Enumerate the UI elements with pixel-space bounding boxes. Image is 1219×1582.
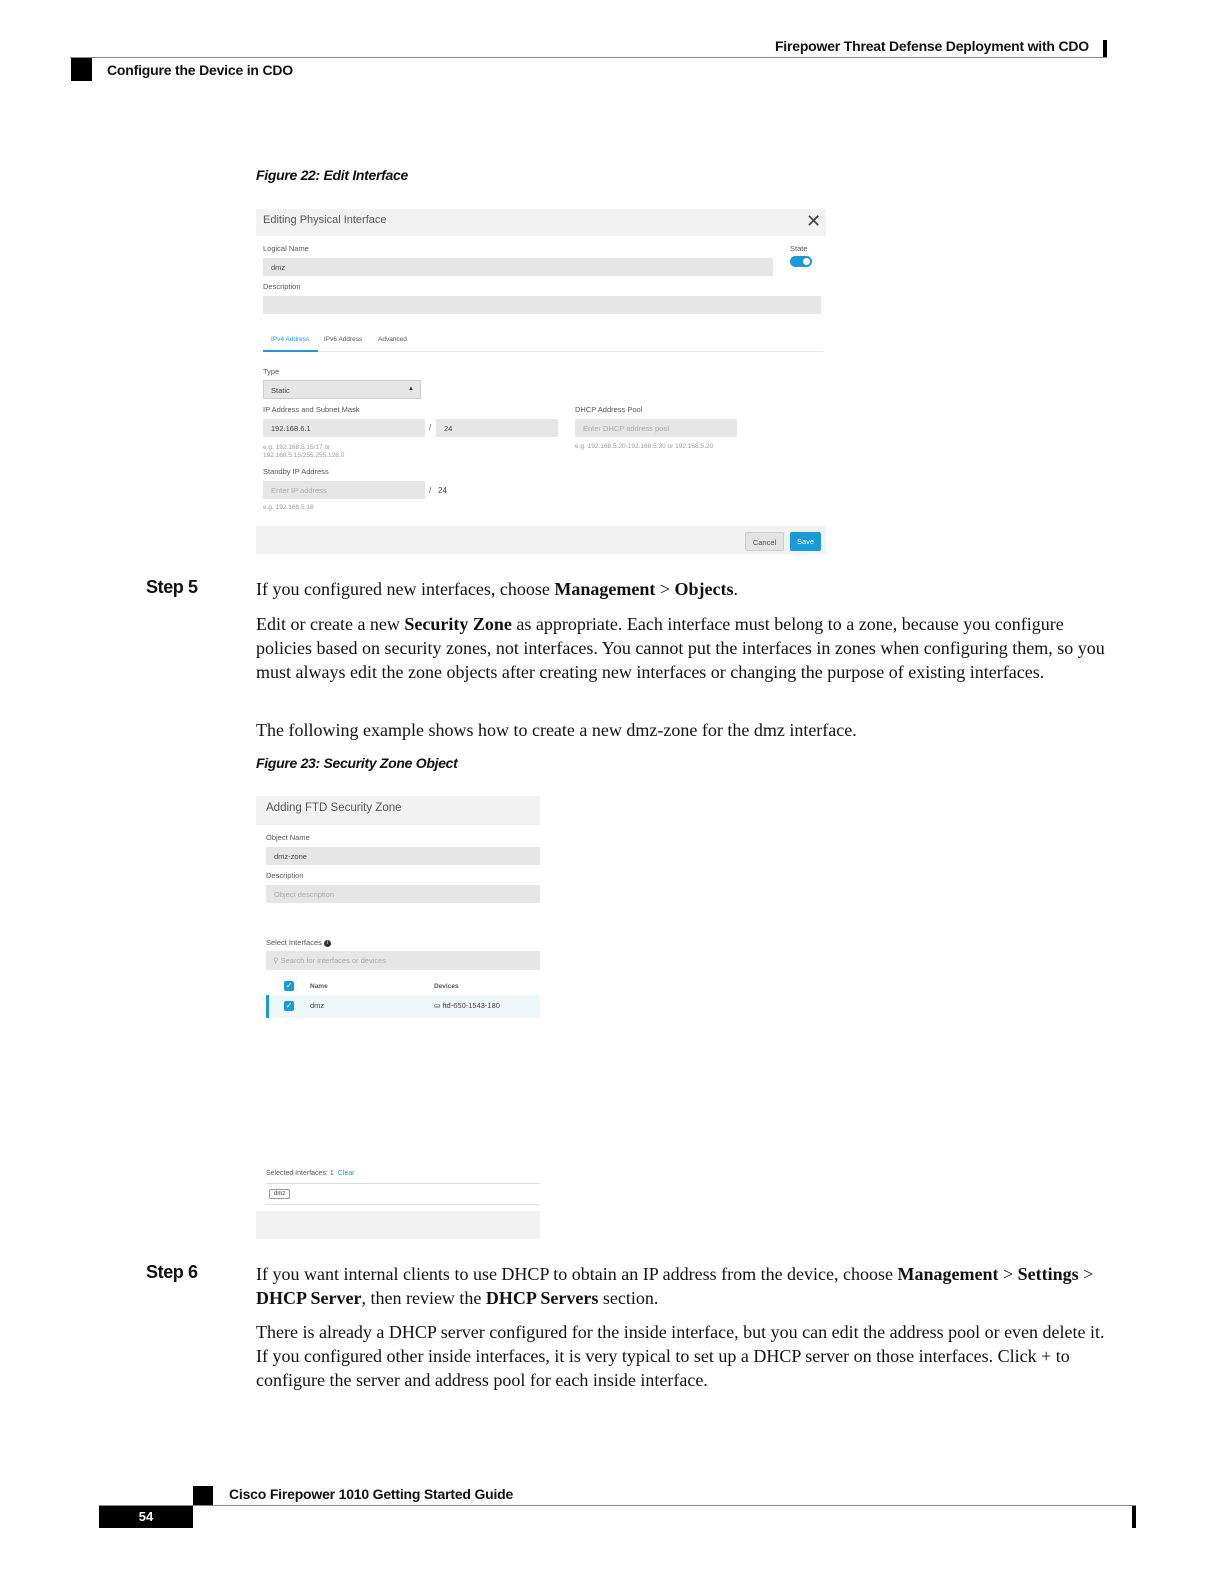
dialog-footer xyxy=(256,526,826,554)
subnet-mask-input[interactable]: 24 xyxy=(436,419,558,437)
page-number: 54 xyxy=(99,1506,193,1528)
interface-chip[interactable]: dmz xyxy=(269,1189,290,1199)
standby-mask-value: 24 xyxy=(438,486,447,495)
selected-count: Selected Interfaces: 1 xyxy=(266,1170,334,1177)
menu-path-settings: Settings xyxy=(1017,1264,1079,1284)
cancel-button[interactable]: Cancel xyxy=(745,532,784,551)
dhcp-pool-label: DHCP Address Pool xyxy=(575,405,643,414)
ip-help-line-2: 192.168.5.15/255.255.128.0 xyxy=(263,452,345,459)
tab-ipv6[interactable]: IPv6 Address xyxy=(324,336,363,343)
dhcp-servers-term: DHCP Servers xyxy=(485,1288,599,1308)
description-input[interactable] xyxy=(263,296,821,314)
dialog-title-bar xyxy=(256,796,540,825)
slash-separator: / xyxy=(429,486,432,495)
dhcp-pool-input[interactable]: Enter DHCP address pool xyxy=(575,419,737,437)
toggle-knob xyxy=(802,257,811,266)
search-placeholder: Search for interfaces or devices xyxy=(280,956,387,965)
ip-label: IP Address and Subnet Mask xyxy=(263,405,360,414)
row-checkbox[interactable]: ✓ xyxy=(285,1001,293,1010)
step-5-label: Step 5 xyxy=(146,577,198,597)
header-block xyxy=(71,58,92,81)
dhcp-help-text: e.g. 192.168.5.20-192.168.5.30 or 192.168.5.20 xyxy=(575,443,714,450)
dialog-footer xyxy=(256,1211,540,1239)
type-value: Static xyxy=(271,386,290,395)
select-all-checkbox[interactable]: ✓ xyxy=(285,981,293,990)
text-run: , then review the xyxy=(361,1288,486,1308)
description-label: Description xyxy=(263,282,301,291)
row-interface-name: dmz xyxy=(310,1001,325,1010)
security-zone-term: Security Zone xyxy=(404,614,512,634)
tab-ipv4[interactable]: IPv4 Address xyxy=(271,336,310,343)
caret-up-icon: ▲ xyxy=(408,386,414,392)
interface-search-input[interactable] xyxy=(266,951,540,970)
text-run: If you want internal clients to use DHCP to obtain an IP address from the device, choose xyxy=(256,1264,898,1284)
logical-name-label: Logical Name xyxy=(263,244,309,253)
edit-interface-dialog xyxy=(256,209,826,554)
standby-ip-input[interactable]: Enter IP address xyxy=(263,481,425,499)
step-5-paragraph-2: The following example shows how to create a new dmz-zone for the dmz interface. xyxy=(256,720,857,740)
text-run: Edit or create a new xyxy=(256,614,405,634)
text-run: > xyxy=(998,1264,1018,1284)
standby-ip-label: Standby IP Address xyxy=(263,467,329,476)
description-input[interactable]: Object description xyxy=(266,885,540,903)
logical-name-input[interactable]: dmz xyxy=(263,258,773,276)
header-bar xyxy=(1103,40,1107,58)
address-tabs xyxy=(263,334,823,352)
section-title: Configure the Device in CDO xyxy=(107,62,293,78)
text-run: > xyxy=(655,579,675,599)
object-name-input[interactable]: dmz-zone xyxy=(266,847,540,865)
info-icon[interactable]: i xyxy=(324,940,331,947)
save-button[interactable]: Save xyxy=(790,532,821,551)
dialog-title-bar xyxy=(256,209,826,236)
standby-help-text: e.g. 192.168.5.16 xyxy=(263,504,314,511)
search-icon: ⚲ xyxy=(273,956,279,965)
running-header-title: Firepower Threat Defense Deployment with CDO xyxy=(774,38,1089,54)
select-interfaces-label xyxy=(266,938,331,947)
text-run: as appropriate. Each interface must belong to a zone, because you configure policies based on security zones, not interfaces. You cannot put the interfaces in zones when configuring them, so you must always edit the zone objects after creating new interfaces or changing the purpose of existing interfaces. xyxy=(256,614,1105,682)
device-icon: ⛀ xyxy=(434,1001,441,1010)
selected-interfaces-label xyxy=(266,1170,354,1177)
clear-link[interactable]: Clear xyxy=(337,1170,355,1177)
footer-rule xyxy=(99,1505,1136,1506)
step-5-instruction xyxy=(256,577,1112,601)
menu-path-management: Management xyxy=(554,579,656,599)
step-5-paragraph-1 xyxy=(256,612,1112,684)
security-zone-dialog xyxy=(256,796,541,1241)
text-run: If you configured new interfaces, choose xyxy=(256,579,555,599)
header-rule xyxy=(70,57,1107,58)
figure-23-caption: Figure 23: Security Zone Object xyxy=(256,755,458,771)
type-select[interactable] xyxy=(263,380,421,399)
text-run: . xyxy=(733,579,739,599)
table-header xyxy=(266,977,540,995)
state-toggle[interactable] xyxy=(790,256,812,267)
guide-title: Cisco Firepower 1010 Getting Started Guide xyxy=(229,1486,514,1502)
selected-interfaces-box xyxy=(266,1183,540,1205)
dialog-title: Editing Physical Interface xyxy=(263,214,387,226)
dialog-title: Adding FTD Security Zone xyxy=(266,802,402,814)
step-6-label: Step 6 xyxy=(146,1262,198,1282)
state-label: State xyxy=(790,244,808,253)
text-run: section. xyxy=(598,1288,659,1308)
tab-advanced[interactable]: Advanced xyxy=(378,336,407,343)
menu-path-dhcp-server: DHCP Server xyxy=(256,1288,362,1308)
footer-block xyxy=(193,1486,213,1505)
ip-address-input[interactable]: 192.168.6.1 xyxy=(263,419,425,437)
select-interfaces-text: Select Interfaces xyxy=(266,938,322,947)
table-row[interactable] xyxy=(266,995,540,1018)
step-6-paragraph: There is already a DHCP server configured for the inside interface, but you can edit the address pool or even delete it. If you configured other inside interfaces, it is very typical to set up a DHCP server on those interfaces. Click + to configure the server and address pool for each inside interface. xyxy=(256,1322,1105,1390)
active-tab-underline xyxy=(263,350,318,352)
footer-bar xyxy=(1132,1506,1136,1528)
ip-help-line-1: e.g. 192.168.5.15/17 or xyxy=(263,444,331,451)
row-device-name: ftd-650-1543-180 xyxy=(442,1001,500,1010)
step-6-instruction xyxy=(256,1262,1112,1310)
text-run: > xyxy=(1078,1264,1094,1284)
object-name-label: Object Name xyxy=(266,833,310,842)
type-label: Type xyxy=(263,367,280,376)
menu-path-objects: Objects xyxy=(674,579,734,599)
close-icon[interactable]: ✕ xyxy=(806,211,822,231)
column-name: Name xyxy=(310,983,328,990)
figure-22-caption: Figure 22: Edit Interface xyxy=(256,167,408,183)
menu-path-management: Management xyxy=(897,1264,999,1284)
column-devices: Devices xyxy=(434,983,459,990)
slash-separator: / xyxy=(429,423,432,432)
description-label: Description xyxy=(266,871,304,880)
ip-help-text xyxy=(263,444,344,460)
row-device xyxy=(434,1001,500,1010)
